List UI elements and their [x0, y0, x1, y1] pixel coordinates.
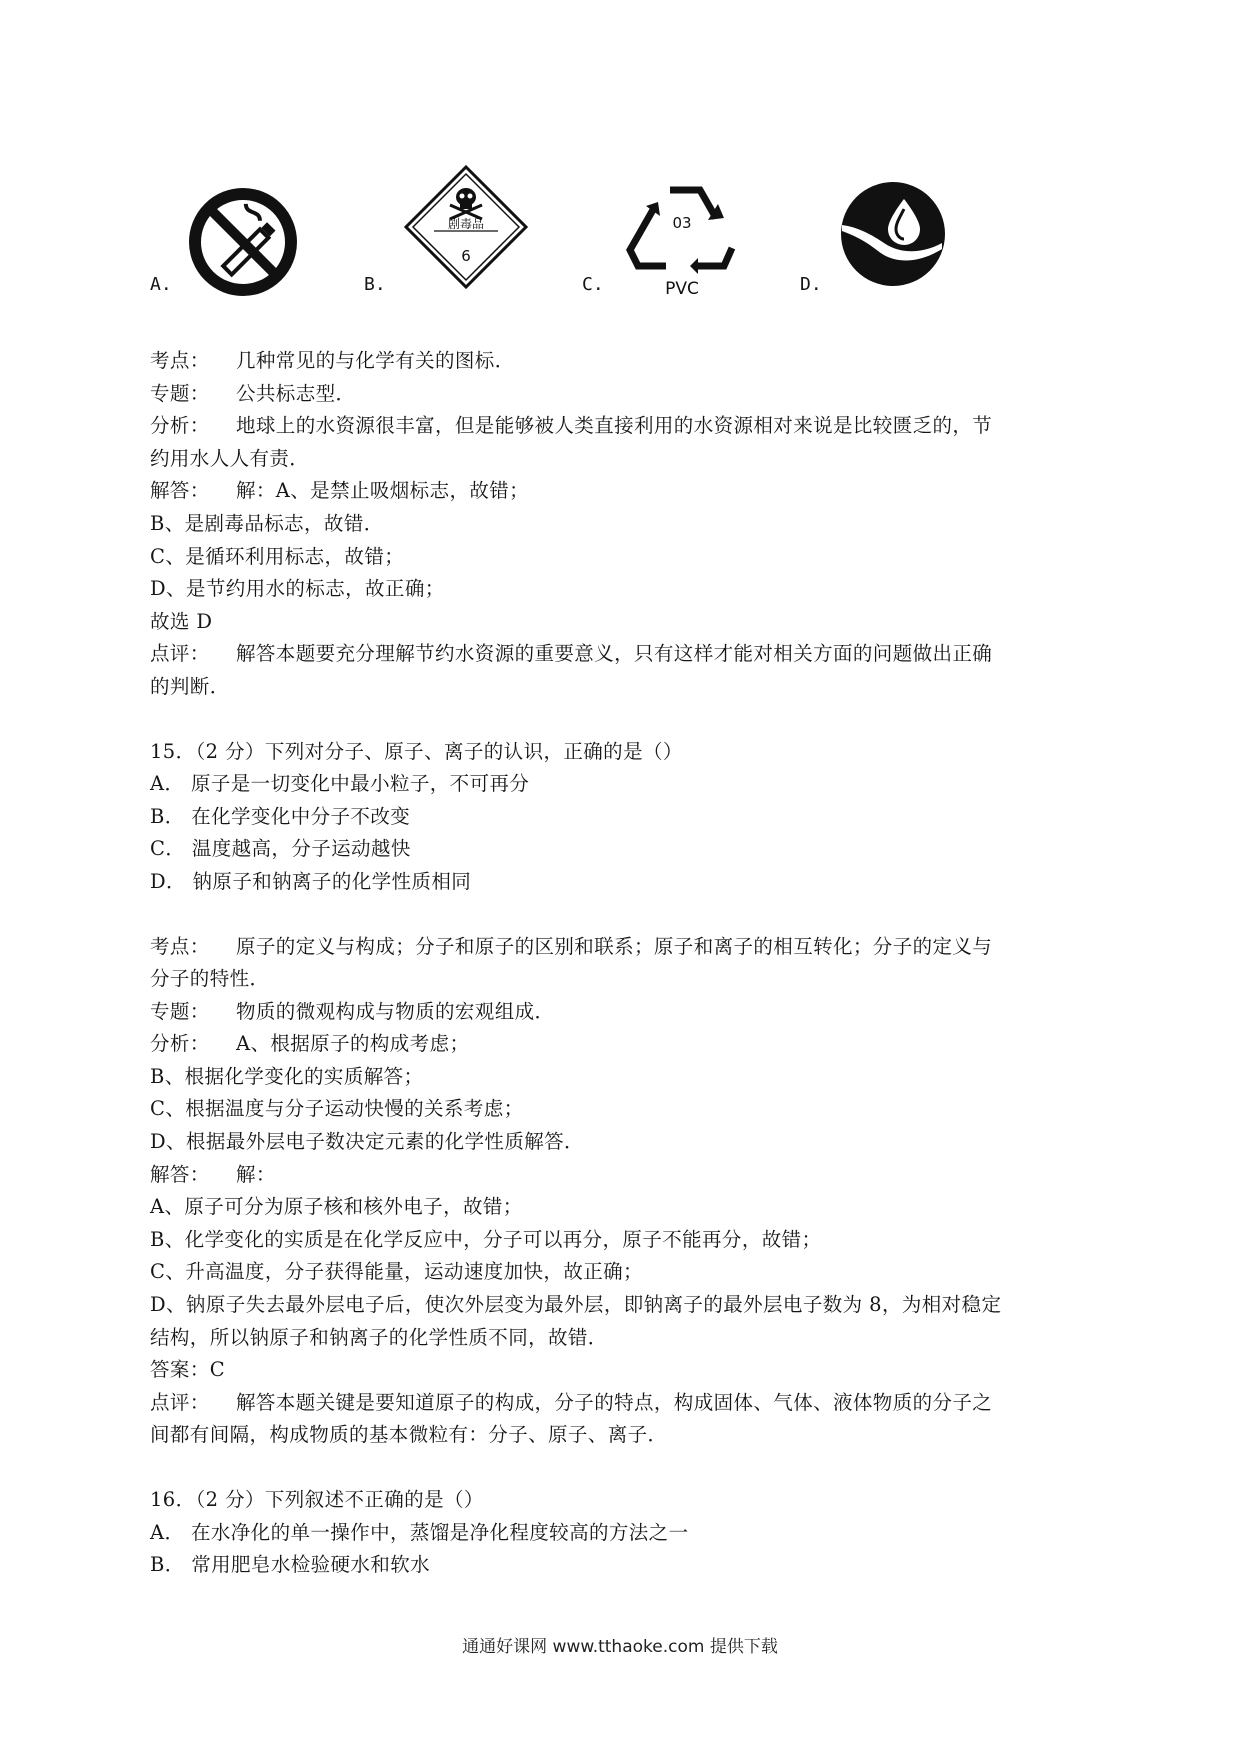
- q15-jieda-b: B、化学变化的实质是在化学反应中，分子可以再分，原子不能再分，故错；: [150, 1227, 822, 1251]
- q15-fenxi-b: B、根据化学变化的实质解答；: [150, 1064, 424, 1088]
- q15-dianping: 点评： 解答本题关键是要知道原子的构成，分子的特点，构成固体、气体、液体物质的分子之: [150, 1390, 993, 1414]
- q14-dianping-cont: 的判断．: [150, 674, 230, 698]
- q15-fenxi-d: D、根据最外层电子数决定元素的化学性质解答．: [150, 1130, 584, 1154]
- q14-dianping: 点评： 解答本题要充分理解节约水资源的重要意义，只有这样才能对相关方面的问题做出正确: [150, 642, 993, 666]
- q14-answer: 故选 D: [150, 609, 213, 633]
- q15-option-b: B． 在化学变化中分子不改变: [150, 804, 411, 828]
- q15-option-a: A． 原子是一切变化中最小粒子，不可再分: [150, 772, 530, 796]
- option-c-letter: C.: [582, 274, 604, 295]
- toxic-hazard-diamond-icon: [404, 165, 528, 289]
- q16-option-a: A． 在水净化的单一操作中，蒸馏是净化程度较高的方法之一: [150, 1520, 689, 1544]
- q14-jieda-c: C、是循环利用标志，故错；: [150, 544, 405, 568]
- q15-kaodian-cont: 分子的特性．: [150, 967, 270, 991]
- recycle-material: PVC: [665, 279, 699, 299]
- q15-answer: 答案：C: [150, 1358, 226, 1382]
- q15-jieda-d: D、钠原子失去最外层电子后，使次外层变为最外层，即钠离子的最外层电子数为 8，为相对稳定: [150, 1293, 1002, 1317]
- toxic-sign-number: 6: [461, 247, 471, 265]
- q15-jieda: 解答： 解：: [150, 1162, 276, 1186]
- q15-option-d: D． 钠原子和钠离子的化学性质相同: [150, 869, 472, 893]
- q14-jieda-b: B、是剧毒品标志，故错．: [150, 511, 384, 535]
- q15-dianping-cont: 间都有间隔，构成物质的基本微粒有：分子、原子、离子．: [150, 1423, 668, 1447]
- q14-fenxi-cont: 约用水人人有责．: [150, 446, 310, 470]
- q15-jieda-a: A、原子可分为原子核和核外电子，故错；: [150, 1195, 523, 1219]
- water-saving-icon: [838, 179, 948, 289]
- q15-zhuanti: 专题： 物质的微观构成与物质的宏观组成．: [150, 999, 555, 1023]
- no-smoking-icon: [188, 187, 298, 297]
- document-body: [150, 345, 1080, 1582]
- page-footer: 通通好课网 www.tthaoke.com 提供下载: [462, 1637, 778, 1657]
- toxic-sign-text: 剧毒品: [447, 217, 485, 231]
- q14-zhuanti: 专题： 公共标志型．: [150, 381, 356, 405]
- q15-stem: 15．（2 分）下列对分子、原子、离子的认识，正确的是（）: [150, 739, 683, 763]
- q16-stem: 16．（2 分）下列叙述不正确的是（）: [150, 1488, 484, 1511]
- recycle-pvc-icon: [620, 170, 750, 300]
- q15-fenxi: 分析： A、根据原子的构成考虑；: [150, 1032, 470, 1056]
- q15-kaodian: 考点： 原子的定义与构成；分子和原子的区别和联系；原子和离子的相互转化；分子的定义与: [150, 934, 993, 958]
- q14-jieda-d: D、是节约用水的标志，故正确；: [150, 577, 445, 601]
- option-b-letter: B.: [364, 274, 386, 295]
- q15-jieda-c: C、升高温度，分子获得能量，运动速度加快，故正确；: [150, 1260, 643, 1284]
- q14-fenxi: 分析： 地球上的水资源很丰富，但是能够被人类直接利用的水资源相对来说是比较匮乏的，节: [150, 414, 993, 438]
- q14-kaodian: 考点： 几种常见的与化学有关的图标．: [150, 349, 515, 372]
- q15-fenxi-c: C、根据温度与分子运动快慢的关系考虑；: [150, 1097, 524, 1121]
- q15-jieda-d-cont: 结构，所以钠原子和钠离子的化学性质不同，故错．: [150, 1325, 608, 1349]
- option-d-letter: D.: [800, 274, 822, 295]
- q16-option-b: B． 常用肥皂水检验硬水和软水: [150, 1553, 431, 1577]
- option-a-letter: A.: [150, 274, 172, 295]
- q15-option-c: C． 温度越高，分子运动越快: [150, 837, 411, 861]
- option-icons-row: [150, 165, 1070, 305]
- q14-jieda: 解答： 解：A、是禁止吸烟标志，故错；: [150, 479, 530, 503]
- recycle-code: 03: [672, 214, 692, 232]
